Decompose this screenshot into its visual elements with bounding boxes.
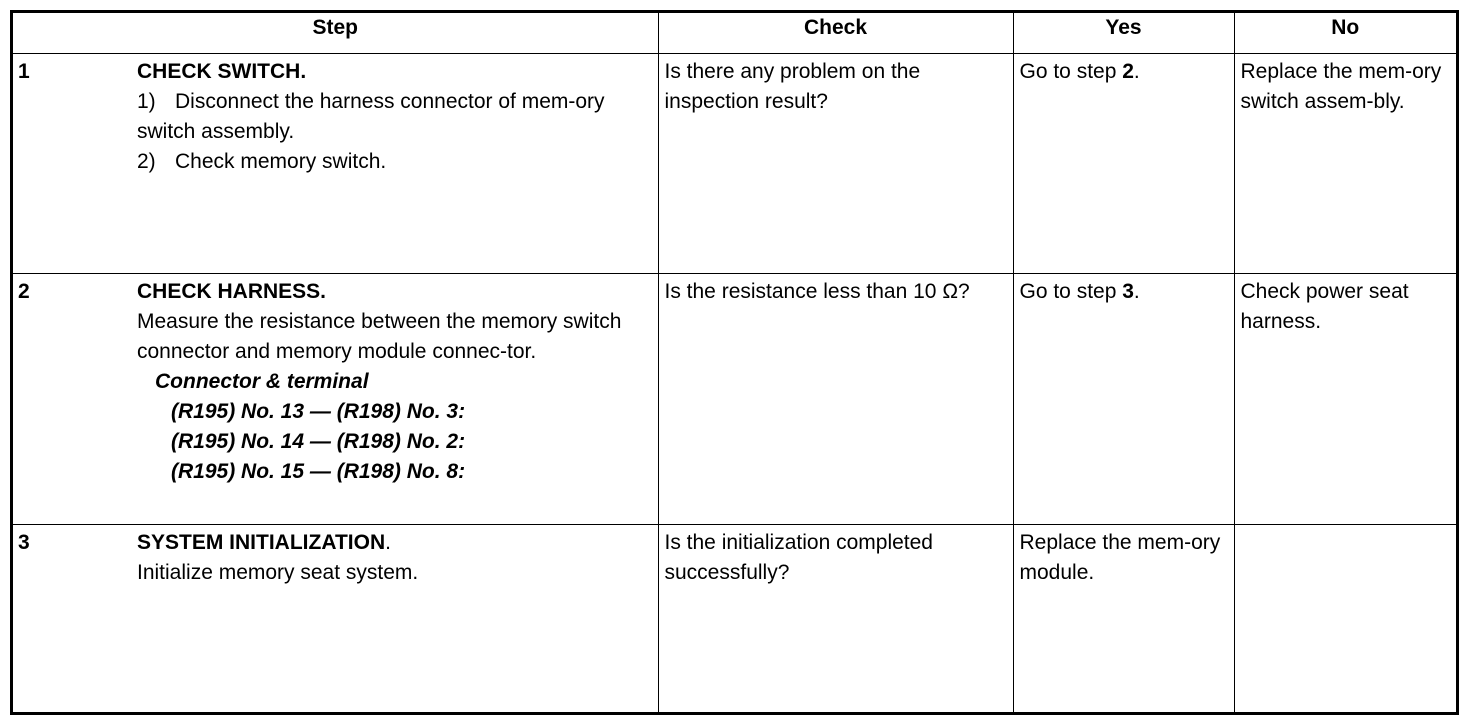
sub-item [137, 147, 652, 177]
no-cell [1234, 525, 1456, 712]
check-cell [658, 273, 1013, 525]
diagnostic-table [13, 13, 1456, 712]
no-text: Check power seat harness. [1240, 279, 1409, 333]
yes-suffix: . [1133, 60, 1140, 83]
check-text: Is the resistance less than 10 Ω? [664, 279, 970, 303]
connector-line: (R195) No. 13 — (R198) No. 3: [171, 399, 466, 423]
no-cell [1234, 54, 1456, 274]
check-cell [658, 54, 1013, 274]
yes-step-link: 3 [1122, 279, 1134, 303]
yes-cell [1013, 525, 1234, 712]
yes-prefix: Go to step [1019, 60, 1123, 83]
header-yes: Yes [1013, 13, 1234, 54]
connector-heading: Connector & terminal [155, 369, 369, 393]
sub-item [137, 87, 652, 147]
yes-text [1014, 274, 1234, 307]
header-check: Check [658, 13, 1013, 54]
step-title-suffix: . [385, 531, 391, 555]
step-number: 2 [18, 279, 30, 303]
step-title-line [137, 528, 652, 558]
check-cell [658, 525, 1013, 712]
no-cell [1234, 273, 1456, 525]
no-text [1235, 525, 1457, 528]
yes-cell [1013, 54, 1234, 274]
sub-item-number: 2) [137, 150, 156, 173]
sub-item-number: 1) [137, 90, 156, 113]
sub-item-text: Check memory switch. [175, 150, 387, 173]
step-cell [13, 525, 658, 712]
yes-text [1014, 54, 1234, 87]
step-title: SYSTEM INITIALIZATION [137, 531, 386, 555]
step-cell [13, 54, 658, 274]
step-description: Initialize memory seat system. [137, 561, 419, 585]
table-row [13, 54, 1456, 274]
header-step: Step [13, 13, 658, 54]
step-title: CHECK SWITCH. [137, 60, 307, 83]
connector-line: (R195) No. 15 — (R198) No. 8: [171, 459, 466, 483]
step-title: CHECK HARNESS. [137, 279, 327, 303]
yes-cell [1013, 273, 1234, 525]
step-number: 3 [18, 531, 30, 555]
step-cell [13, 273, 658, 525]
yes-prefix: Go to step [1019, 279, 1123, 303]
yes-step-link: 2 [1122, 60, 1134, 83]
table-header-row [13, 13, 1456, 54]
diagnostic-table-frame [10, 10, 1459, 715]
yes-text: Replace the mem-ory module. [1019, 531, 1221, 585]
sub-item-text: Disconnect the harness connector of mem-ory switch assembly. [137, 90, 605, 143]
connector-line: (R195) No. 14 — (R198) No. 2: [171, 429, 466, 453]
table-row [13, 273, 1456, 525]
check-text: Is the initialization completed successfully? [664, 531, 933, 585]
no-text: Replace the mem-ory switch assem-bly. [1240, 60, 1442, 113]
table-row [13, 525, 1456, 712]
step-description: Measure the resistance between the memory switch connector and memory module connec-tor. [137, 309, 622, 363]
check-text: Is there any problem on the inspection result? [664, 60, 921, 113]
header-no: No [1234, 13, 1456, 54]
yes-suffix: . [1133, 279, 1140, 303]
step-number: 1 [18, 60, 30, 83]
